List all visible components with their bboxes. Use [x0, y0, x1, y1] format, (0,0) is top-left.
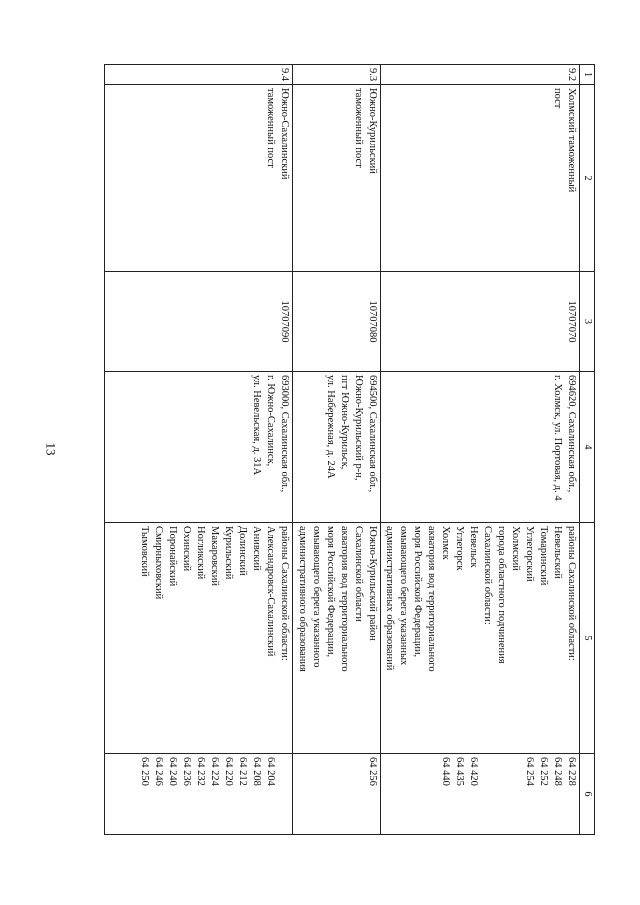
post-address: 694500, Сахалинская обл., Южно-Курильский р-н, пгт Южно-Курильск, ул. Набережная, д. 24А: [293, 372, 381, 523]
header-cell: 3: [580, 272, 595, 372]
post-name: Южно-Курильский таможенный пост: [293, 85, 381, 272]
okato-codes: 64 204 64 208 64 212 64 220 64 224 64 232 64 236 64 240 64 246 64 250: [105, 754, 293, 835]
header-cell: 6: [580, 754, 595, 835]
post-name: Южно-Сахалинский таможенный пост: [105, 85, 293, 272]
table-row: [293, 65, 381, 835]
row-number: 9.3: [293, 65, 381, 85]
service-areas: Южно-Курильский район Сахалинской области акватория вод территориального моря Российской Федерации, омывающего берега указанного административного образования: [293, 523, 381, 754]
service-areas: районы Сахалинской области: Невельский Томаринский Углегорский Холмский города областного подчинения Сахалинской области: Невельск Углегорск Холмск акватория вод территориального моря Российской Федерации, омывающего берега указанных административных образований: [381, 523, 580, 754]
rotated-table-container: [104, 64, 595, 834]
header-cell: 5: [580, 523, 595, 754]
customs-posts-table: [104, 64, 595, 835]
post-address: 694620, Сахалинская обл., г. Холмск, ул. Портовая, д. 4: [381, 372, 580, 523]
row-number: 9.2: [381, 65, 580, 85]
header-cell: 1: [580, 65, 595, 85]
table-row: [105, 65, 293, 835]
post-code: 10707090: [105, 272, 293, 372]
table-row: [381, 65, 580, 835]
header-cell: 4: [580, 372, 595, 523]
post-code: 10707070: [381, 272, 580, 372]
post-address: 693000, Сахалинская обл., г. Южно-Сахалинск, ул. Невельская, д. 31А: [105, 372, 293, 523]
header-cell: 2: [580, 85, 595, 272]
post-name: Холмский таможенный пост: [381, 85, 580, 272]
page-number: 13: [43, 442, 59, 456]
okato-codes: 64 256: [293, 754, 381, 835]
okato-codes: 64 228 64 248 64 252 64 254 64 420 64 435 64 440: [381, 754, 580, 835]
post-code: 10707080: [293, 272, 381, 372]
header-row: [580, 65, 595, 835]
service-areas: районы Сахалинской области: Александровск-Сахалинский Анивский Долинский Курильский Макаровский Ногликский Охинский Поронайский Смирныховский Тымовский: [105, 523, 293, 754]
row-number: 9.4: [105, 65, 293, 85]
